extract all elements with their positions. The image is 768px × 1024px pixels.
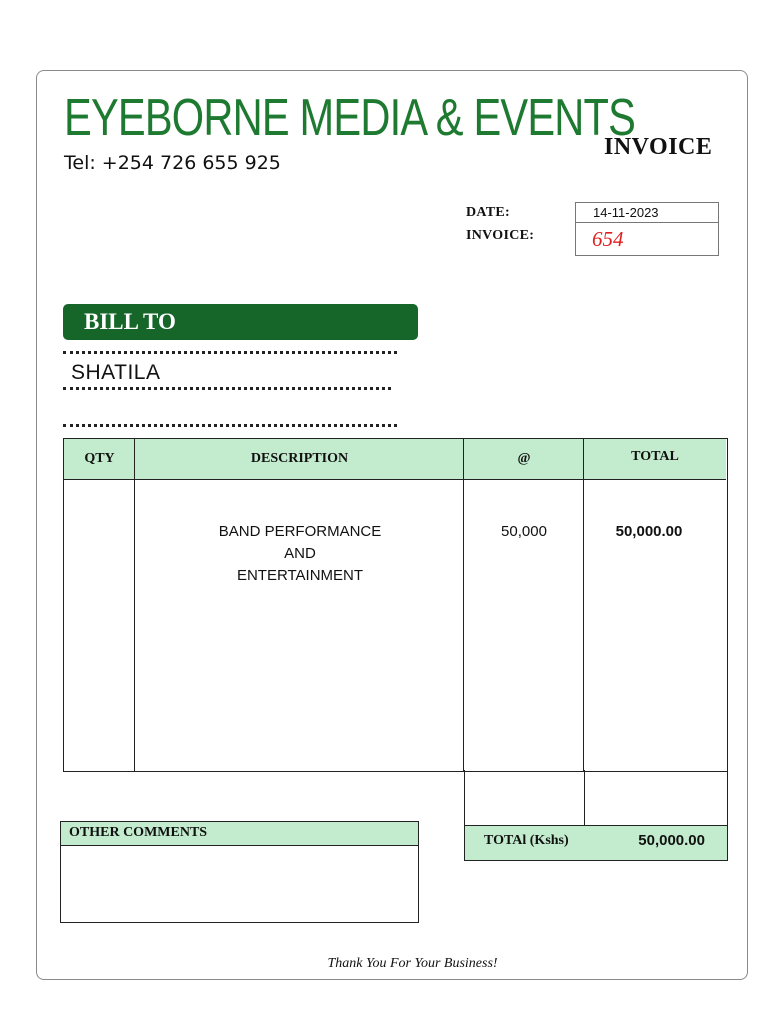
- column-divider: [584, 770, 585, 825]
- invoice-number-field: [575, 222, 719, 256]
- bill-to-header: [63, 304, 418, 340]
- bill-to-dotted-line: [63, 424, 397, 427]
- line-item-description: [136, 521, 464, 587]
- qty-column-header: [64, 439, 135, 480]
- grand-total-label: TOTAl (Kshs): [484, 833, 569, 848]
- column-divider: [583, 439, 584, 771]
- grand-total-value: 50,000.00: [638, 832, 705, 849]
- bill-to-dotted-line: [63, 387, 391, 390]
- customer-name: SHATILA: [71, 361, 161, 384]
- other-comments-label: OTHER COMMENTS: [69, 825, 208, 840]
- column-divider: [134, 439, 135, 771]
- invoice-number-value: 654: [592, 227, 624, 251]
- description-header-label: DESCRIPTION: [250, 451, 349, 466]
- invoice-number-label: INVOICE:: [466, 228, 535, 243]
- qty-header-label: QTY: [84, 451, 115, 466]
- description-line: AND: [284, 545, 316, 562]
- items-table: [63, 438, 728, 772]
- company-phone: Tel: +254 726 655 925: [64, 152, 281, 174]
- other-comments-box: [60, 821, 419, 923]
- other-comments-header: [61, 822, 418, 846]
- description-line: BAND PERFORMANCE: [218, 523, 382, 540]
- bill-to-label: BILL TO: [84, 309, 176, 334]
- total-column-header: [584, 439, 726, 480]
- rate-header-label: @: [517, 451, 531, 466]
- date-label: DATE:: [466, 205, 511, 220]
- total-header-label: TOTAL: [631, 449, 679, 464]
- rate-column-header: [464, 439, 584, 480]
- company-name: EYEBORNE MEDIA & EVENTS: [64, 89, 636, 147]
- date-value-field: [575, 202, 719, 223]
- bill-to-dotted-line: [63, 351, 397, 354]
- thank-you-note: Thank You For Your Business!: [327, 956, 498, 971]
- grand-total-row: [465, 825, 727, 860]
- description-line: ENTERTAINMENT: [236, 567, 364, 584]
- date-value: 14-11-2023: [593, 205, 659, 220]
- line-item-rate: 50,000: [501, 523, 547, 540]
- totals-box: [464, 770, 728, 861]
- document-title: INVOICE: [604, 134, 713, 160]
- line-item-total: 50,000.00: [615, 523, 683, 540]
- column-divider: [463, 439, 464, 771]
- description-column-header: [135, 439, 464, 480]
